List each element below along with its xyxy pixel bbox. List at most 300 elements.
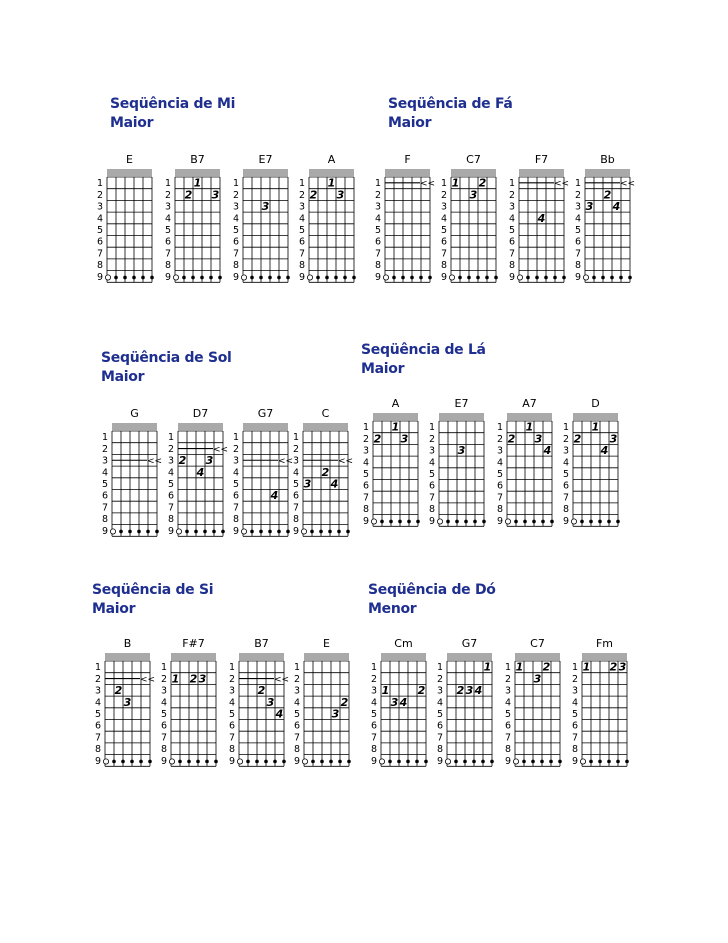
string-dot (592, 276, 596, 280)
fret-number: 9 (437, 755, 444, 767)
chord-name: C7 (466, 153, 481, 166)
fret-number: 1 (233, 432, 240, 444)
string-dot (463, 760, 467, 764)
finger-number: 2 (417, 684, 426, 698)
fret-number: 2 (165, 189, 172, 201)
fret-number: 8 (102, 514, 109, 526)
fret-number: 1 (437, 662, 444, 674)
string-dot (325, 276, 329, 280)
fret-number: 9 (371, 755, 378, 767)
string-dot (616, 760, 620, 764)
fret-number: 1 (95, 662, 102, 674)
fret-number: 6 (168, 490, 175, 502)
string-dot (406, 760, 410, 764)
string-dot (123, 276, 127, 280)
string-dot (607, 520, 611, 524)
fret-number: 8 (95, 744, 102, 756)
string-dot (458, 276, 462, 280)
fret-number: 6 (563, 480, 570, 492)
chord-diagram-fa-2 (509, 153, 569, 283)
fret-number: 5 (168, 479, 175, 490)
fret-number: 6 (375, 236, 382, 248)
string-dot (316, 276, 320, 280)
fret-number: 4 (497, 457, 504, 469)
string-dot (494, 276, 498, 280)
open-string-circle (301, 529, 306, 534)
fret-number: 6 (575, 236, 582, 248)
chord-name: Fm (595, 637, 614, 650)
chord-diagram-mi-1 (165, 153, 222, 283)
fret-number: 6 (441, 236, 448, 248)
string-dot (264, 760, 268, 764)
open-string-circle (513, 759, 518, 764)
fret-number: 5 (509, 225, 516, 236)
fret-number: 8 (429, 504, 436, 516)
section-title-line2: Menor (368, 601, 417, 617)
fret-number: 3 (165, 201, 172, 213)
section-title-line1: Seqüência de Si (92, 582, 214, 598)
open-string-circle (307, 275, 312, 280)
fret-number: 2 (509, 189, 516, 201)
fret-number: 4 (572, 697, 579, 709)
section-title-line2: Maior (92, 601, 136, 617)
open-string-circle (437, 519, 442, 524)
fret-number: 7 (509, 248, 516, 260)
fret-number: 3 (293, 455, 300, 467)
finger-number: 1 (451, 176, 460, 190)
fret-number: 7 (233, 502, 240, 514)
chord-diagram-do-1 (437, 637, 494, 767)
finger-number: 3 (457, 444, 466, 458)
fret-number: 6 (429, 480, 436, 492)
fret-number: 4 (575, 213, 582, 225)
finger-number: 1 (525, 420, 534, 434)
fret-number: 8 (293, 514, 300, 526)
string-dot (550, 520, 554, 524)
open-string-circle (379, 759, 384, 764)
fret-number: 8 (294, 744, 301, 756)
string-dot (130, 760, 134, 764)
fret-number: 3 (563, 445, 570, 457)
fret-number: 2 (233, 189, 240, 201)
fret-number: 6 (371, 720, 378, 732)
string-dot (200, 276, 204, 280)
string-dot (347, 760, 351, 764)
string-dot (259, 276, 263, 280)
chord-diagram-si-0 (95, 637, 155, 767)
fret-number: 8 (168, 514, 175, 526)
fret-number: 8 (509, 260, 516, 272)
fret-number: 8 (441, 260, 448, 272)
chord-diagram-fa-1 (441, 153, 498, 283)
string-dot (139, 760, 143, 764)
finger-number: 2 (507, 432, 516, 446)
string-dot (532, 520, 536, 524)
fret-number: 9 (161, 755, 168, 767)
string-dot (454, 760, 458, 764)
nut-bar (105, 653, 150, 660)
string-dot (514, 520, 518, 524)
fret-number: 9 (294, 755, 301, 767)
open-string-circle (176, 529, 181, 534)
nut-bar (451, 169, 496, 176)
fret-number: 4 (168, 467, 175, 479)
chord-name: B7 (190, 153, 205, 166)
fret-number: 5 (233, 225, 240, 236)
finger-number: 4 (474, 684, 483, 698)
fret-number: 3 (97, 201, 104, 213)
open-string-circle (105, 275, 110, 280)
finger-number: 2 (340, 695, 349, 709)
open-string-circle (169, 759, 174, 764)
string-dot (389, 520, 393, 524)
string-dot (128, 530, 132, 534)
string-dot (410, 276, 414, 280)
string-dot (619, 276, 623, 280)
string-dot (212, 530, 216, 534)
fret-number: 9 (575, 271, 582, 283)
fret-number: 3 (505, 685, 512, 697)
fret-number: 3 (363, 445, 370, 457)
finger-number: 3 (123, 695, 132, 709)
nut-bar (573, 413, 618, 420)
nut-bar (519, 169, 564, 176)
fret-number: 1 (294, 662, 301, 674)
section-title-line1: Seqüência de Sol (101, 350, 232, 366)
chord-name: F#7 (182, 637, 205, 650)
finger-number: 2 (573, 432, 582, 446)
fret-number: 6 (497, 480, 504, 492)
fret-number: 6 (233, 490, 240, 502)
string-dot (259, 530, 263, 534)
finger-number: 2 (309, 188, 318, 202)
fret-number: 7 (437, 732, 444, 744)
fret-number: 1 (505, 662, 512, 674)
string-dot (343, 276, 347, 280)
fret-number: 5 (429, 469, 436, 480)
chord-name: B7 (254, 637, 269, 650)
fret-number: 8 (363, 504, 370, 516)
chord-diagram-si-2 (229, 637, 289, 767)
fret-number: 9 (505, 755, 512, 767)
nut-bar (507, 413, 552, 420)
string-dot (268, 276, 272, 280)
fret-number: 9 (95, 755, 102, 767)
fret-number: 5 (575, 225, 582, 236)
fret-number: 7 (429, 492, 436, 504)
finger-number: 1 (515, 660, 524, 674)
finger-number: 3 (336, 188, 345, 202)
chord-diagram-mi-3 (299, 153, 356, 283)
chord-name: B (123, 637, 132, 650)
string-dot (132, 276, 136, 280)
fret-number: 5 (563, 469, 570, 480)
string-dot (277, 276, 281, 280)
fret-number: 7 (575, 248, 582, 260)
finger-number: 3 (465, 684, 474, 698)
finger-number: 2 (373, 432, 382, 446)
fret-number: 9 (429, 515, 436, 527)
string-dot (112, 760, 116, 764)
fret-number: 2 (437, 673, 444, 685)
fret-number: 1 (233, 178, 240, 190)
fret-number: 9 (509, 271, 516, 283)
string-dot (137, 530, 141, 534)
string-dot (476, 276, 480, 280)
fret-number: 8 (437, 744, 444, 756)
chord-name: A (327, 153, 336, 166)
string-dot (589, 520, 593, 524)
fret-number: 6 (299, 236, 306, 248)
fret-number: 6 (294, 720, 301, 732)
string-dot (246, 760, 250, 764)
string-dot (328, 530, 332, 534)
string-dot (481, 760, 485, 764)
string-dot (121, 760, 125, 764)
section-title-line2: Maior (110, 115, 154, 131)
finger-number: 3 (331, 707, 340, 721)
fret-number: 2 (371, 673, 378, 685)
finger-number: 3 (533, 672, 542, 686)
finger-number: 4 (330, 477, 339, 491)
string-dot (467, 276, 471, 280)
fret-number: 5 (229, 709, 236, 720)
string-dot (526, 276, 530, 280)
fret-number: 4 (299, 213, 306, 225)
finger-number: 3 (534, 432, 543, 446)
chord-diagram-do-3 (572, 637, 629, 767)
chord-diagram-mi-0 (97, 153, 154, 283)
finger-number: 2 (257, 684, 266, 698)
fret-number: 4 (437, 697, 444, 709)
fret-number: 1 (229, 662, 236, 674)
nut-bar (309, 169, 354, 176)
string-dot (531, 760, 535, 764)
fret-number: 4 (293, 467, 300, 479)
chord-name: Bb (600, 153, 615, 166)
nut-bar (112, 423, 157, 430)
nut-bar (239, 653, 284, 660)
string-dot (628, 276, 632, 280)
string-dot (334, 276, 338, 280)
open-string-circle (571, 519, 576, 524)
fret-number: 4 (95, 697, 102, 709)
fret-number: 1 (563, 422, 570, 434)
nut-bar (582, 653, 627, 660)
fret-number: 3 (375, 201, 382, 213)
finger-number: 3 (585, 200, 594, 214)
fret-number: 7 (563, 492, 570, 504)
fret-number: 3 (168, 455, 175, 467)
fret-number: 1 (575, 178, 582, 190)
string-dot (178, 760, 182, 764)
chord-diagram-fa-3 (575, 153, 635, 283)
finger-number: 3 (303, 477, 312, 491)
section-title-line1: Seqüência de Mi (110, 96, 236, 112)
string-dot (311, 760, 315, 764)
nut-bar (107, 169, 152, 176)
chord-name: A (391, 397, 400, 410)
fret-number: 8 (233, 260, 240, 272)
string-dot (535, 276, 539, 280)
finger-number: 3 (266, 695, 275, 709)
fret-number: 9 (233, 525, 240, 537)
fret-number: 3 (509, 201, 516, 213)
section-title-line2: Maior (388, 115, 432, 131)
string-dot (598, 520, 602, 524)
fret-number: 8 (375, 260, 382, 272)
fret-number: 9 (572, 755, 579, 767)
fret-number: 1 (363, 422, 370, 434)
chord-name: E7 (454, 397, 469, 410)
fret-number: 4 (294, 697, 301, 709)
fret-number: 5 (299, 225, 306, 236)
open-string-circle (383, 275, 388, 280)
fret-number: 8 (563, 504, 570, 516)
fret-number: 5 (294, 709, 301, 720)
open-string-circle (241, 275, 246, 280)
finger-number: 4 (543, 444, 552, 458)
string-dot (250, 530, 254, 534)
open-string-circle (583, 275, 588, 280)
string-dot (472, 760, 476, 764)
fret-number: 3 (299, 201, 306, 213)
string-dot (464, 520, 468, 524)
fret-number: 5 (165, 225, 172, 236)
chord-name: F7 (534, 153, 549, 166)
string-dot (522, 760, 526, 764)
finger-number: 4 (612, 200, 621, 214)
chord-diagram-mi-2 (233, 153, 290, 283)
fret-number: 4 (233, 213, 240, 225)
string-dot (388, 760, 392, 764)
finger-number: 3 (205, 454, 214, 468)
fret-number: 1 (161, 662, 168, 674)
fret-number: 3 (371, 685, 378, 697)
chord-name: C (321, 407, 330, 420)
fret-number: 2 (95, 673, 102, 685)
finger-number: 3 (400, 432, 409, 446)
finger-number: 3 (618, 660, 627, 674)
fret-number: 7 (168, 502, 175, 514)
string-dot (346, 530, 350, 534)
fret-number: 9 (102, 525, 109, 537)
fret-number: 7 (294, 732, 301, 744)
open-string-circle (302, 759, 307, 764)
fret-number: 4 (165, 213, 172, 225)
fret-number: 9 (497, 515, 504, 527)
fret-number: 3 (95, 685, 102, 697)
finger-number: 3 (261, 200, 270, 214)
fret-number: 2 (505, 673, 512, 685)
fret-number: 2 (497, 433, 504, 445)
fret-number: 6 (509, 236, 516, 248)
fret-number: 7 (371, 732, 378, 744)
string-dot (250, 276, 254, 280)
finger-number: 3 (198, 672, 207, 686)
fret-number: 7 (95, 732, 102, 744)
fret-number: 9 (375, 271, 382, 283)
fret-number: 7 (161, 732, 168, 744)
fret-number: 1 (375, 178, 382, 190)
fret-number: 5 (375, 225, 382, 236)
string-dot (485, 276, 489, 280)
string-dot (401, 276, 405, 280)
chord-diagram-la-3 (563, 397, 620, 527)
string-dot (416, 520, 420, 524)
string-dot (541, 520, 545, 524)
string-dot (616, 520, 620, 524)
string-dot (141, 276, 145, 280)
chord-name: G (130, 407, 139, 420)
chord-name: C7 (530, 637, 545, 650)
string-dot (553, 276, 557, 280)
fret-number: 8 (299, 260, 306, 272)
section-title-line1: Seqüência de Fá (388, 96, 513, 112)
nut-bar (515, 653, 560, 660)
string-dot (549, 760, 553, 764)
barre-marker: << (274, 674, 290, 685)
finger-number: 1 (591, 420, 600, 434)
finger-number: 2 (478, 176, 487, 190)
finger-number: 1 (327, 176, 336, 190)
fret-number: 7 (299, 248, 306, 260)
string-dot (380, 520, 384, 524)
fret-number: 7 (97, 248, 104, 260)
section-title-line2: Maior (361, 361, 405, 377)
fret-number: 9 (563, 515, 570, 527)
fret-number: 3 (429, 445, 436, 457)
chord-diagram-fa-0 (375, 153, 435, 283)
fret-number: 9 (168, 525, 175, 537)
string-dot (398, 520, 402, 524)
finger-number: 1 (391, 420, 400, 434)
fret-number: 2 (97, 189, 104, 201)
finger-number: 2 (542, 660, 551, 674)
fret-number: 2 (233, 443, 240, 455)
fret-number: 2 (293, 443, 300, 455)
fret-number: 9 (97, 271, 104, 283)
string-dot (397, 760, 401, 764)
fret-number: 8 (233, 514, 240, 526)
fret-number: 9 (293, 525, 300, 537)
string-dot (428, 276, 432, 280)
fret-number: 1 (293, 432, 300, 444)
nut-bar (585, 169, 630, 176)
fret-number: 5 (497, 469, 504, 480)
fret-number: 9 (441, 271, 448, 283)
fret-number: 3 (233, 455, 240, 467)
fret-number: 1 (429, 422, 436, 434)
fret-number: 9 (229, 755, 236, 767)
string-dot (214, 760, 218, 764)
string-dot (150, 276, 154, 280)
fret-number: 2 (572, 673, 579, 685)
fret-number: 6 (161, 720, 168, 732)
finger-number: 2 (609, 660, 618, 674)
finger-number: 4 (270, 489, 279, 503)
string-dot (286, 276, 290, 280)
fret-number: 5 (161, 709, 168, 720)
open-string-circle (505, 519, 510, 524)
fret-number: 6 (437, 720, 444, 732)
open-string-circle (445, 759, 450, 764)
string-dot (185, 530, 189, 534)
chord-name: F (404, 153, 411, 166)
fret-number: 6 (233, 236, 240, 248)
fret-number: 1 (97, 178, 104, 190)
chord-name: E (323, 637, 330, 650)
